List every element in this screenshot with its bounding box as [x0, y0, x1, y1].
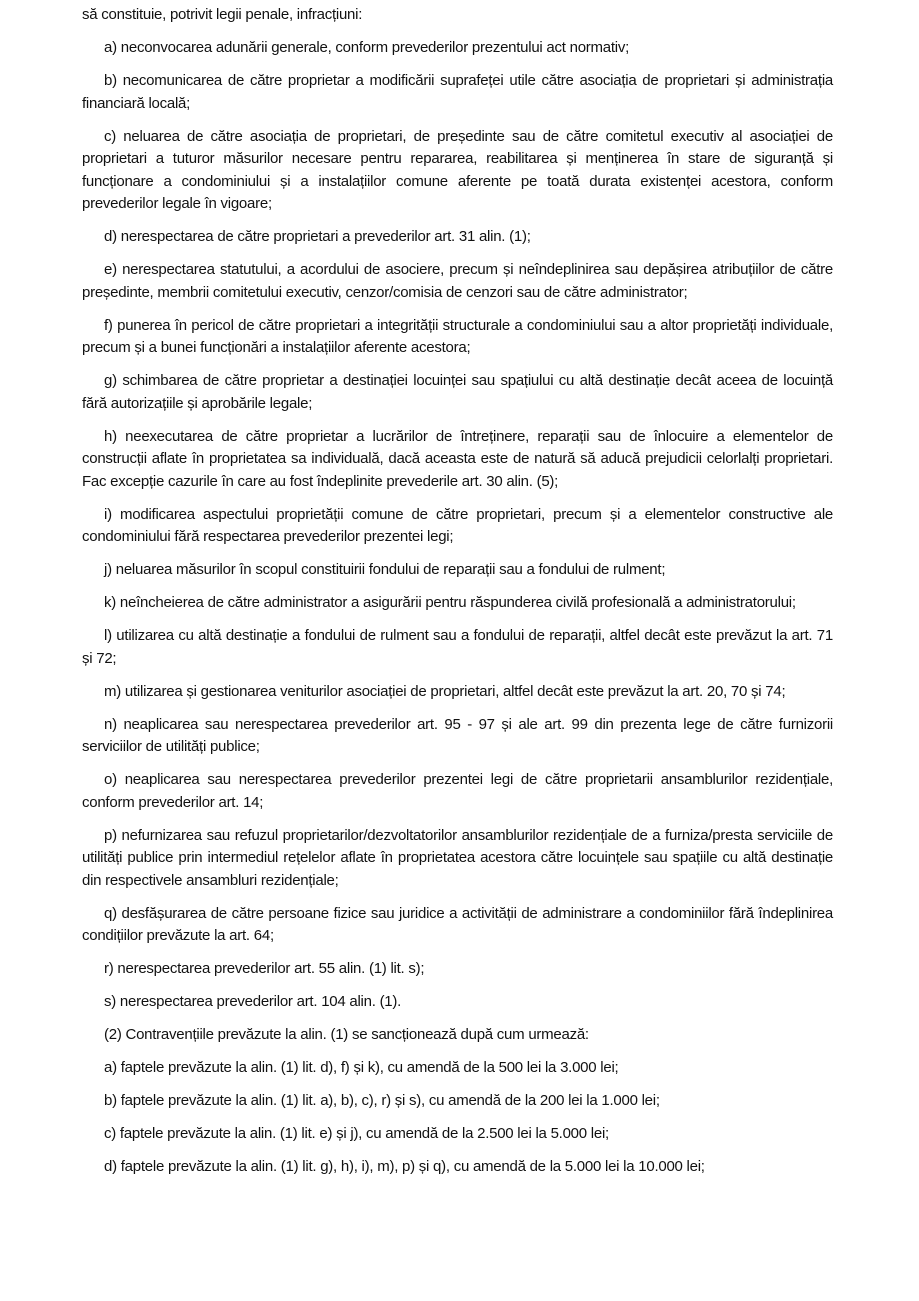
paragraph: d) nerespectarea de către proprietari a prevederilor art. 31 alin. (1);	[104, 228, 531, 245]
paragraph: l) utilizarea cu altă destinație a fondului de rulment sau a fondului de reparații, altfel decât este prevăzut la art. 71 și 72;	[82, 627, 833, 667]
paragraph: e) nerespectarea statutului, a acordului de asociere, precum și neîndeplinirea sau depășirea atribuțiilor de către președinte, membrii comitetului executiv, cenzor/comisia de cenzori sau de către administrator;	[82, 261, 833, 301]
document-page	[82, 4, 833, 1189]
paragraph: b) necomunicarea de către proprietar a modificării suprafeței utile către asociația de proprietari și administrația financiară locală;	[82, 72, 833, 112]
paragraph: să constituie, potrivit legii penale, infracțiuni:	[82, 6, 363, 23]
paragraph: (2) Contravențiile prevăzute la alin. (1) se sancționează după cum urmează:	[104, 1026, 589, 1043]
paragraph: n) neaplicarea sau nerespectarea prevederilor art. 95 - 97 și ale art. 99 din prezenta lege de către furnizorii serviciilor de utilități publice;	[82, 715, 833, 755]
paragraph: k) neîncheierea de către administrator a asigurării pentru răspunderea civilă profesională a administratorului;	[104, 594, 796, 611]
paragraph: d) faptele prevăzute la alin. (1) lit. g), h), i), m), p) și q), cu amendă de la 5.000 lei la 10.000 lei;	[104, 1158, 705, 1175]
paragraph: a) neconvocarea adunării generale, conform prevederilor prezentului act normativ;	[104, 39, 630, 56]
paragraph: c) neluarea de către asociația de proprietari, de președinte sau de către comitetul executiv al asociației de proprietari a tuturor măsurilor necesare pentru repararea, reabilitarea și menținerea în stare de siguranță și funcționare a condominiului și a instalațiilor comune aferente pe toată durata existenței acestora, conform prevederilor legale în vigoare;	[82, 127, 833, 212]
paragraph: s) nerespectarea prevederilor art. 104 alin. (1).	[104, 993, 402, 1010]
paragraph: c) faptele prevăzute la alin. (1) lit. e) și j), cu amendă de la 2.500 lei la 5.000 lei;	[104, 1125, 609, 1142]
paragraph: o) neaplicarea sau nerespectarea prevederilor prezentei legi de către proprietarii ansamblurilor rezidențiale, conform prevederilor art. 14;	[82, 771, 833, 811]
paragraph: m) utilizarea și gestionarea veniturilor asociației de proprietari, altfel decât este prevăzut la art. 20, 70 și 74;	[104, 682, 786, 700]
paragraph: b) faptele prevăzute la alin. (1) lit. a), b), c), r) și s), cu amendă de la 200 lei la 1.000 lei;	[104, 1092, 660, 1109]
paragraph: h) neexecutarea de către proprietar a lucrărilor de întreținere, reparații sau de înlocuire a elementelor de construcții aflate în proprietatea sa individuală, dacă aceasta este de natură să aducă prejudicii celorlalți proprietari. Fac excepție cazurile în care au fost îndeplinite prevederile art. 30 alin. (5);	[82, 427, 833, 490]
paragraph: i) modificarea aspectului proprietății comune de către proprietari, precum și a elementelor constructive ale condominiului fără respectarea prevederilor prezentei legi;	[82, 505, 833, 545]
paragraph: f) punerea în pericol de către proprietari a integrității structurale a condominiului sau a altor proprietăți individuale, precum și a bunei funcționări a instalațiilor aferente acestora;	[82, 316, 833, 356]
paragraph: j) neluarea măsurilor în scopul constituirii fondului de reparații sau a fondului de rulment;	[104, 561, 666, 578]
paragraph: q) desfășurarea de către persoane fizice sau juridice a activității de administrare a condominiilor fără îndeplinirea condițiilor prevăzute la art. 64;	[82, 904, 833, 944]
paragraph: g) schimbarea de către proprietar a destinației locuinței sau spațiului cu altă destinație decât aceea de locuință fără autorizațiile și aprobările legale;	[82, 372, 833, 412]
paragraph: p) nefurnizarea sau refuzul proprietarilor/dezvoltatorilor ansamblurilor rezidențiale de a furniza/presta serviciile de utilități publice prin intermediul rețelelor aflate în proprietatea acestora către locuințele sau spațiile cu altă destinație din respectivele ansambluri rezidențiale;	[82, 826, 833, 889]
paragraph: a) faptele prevăzute la alin. (1) lit. d), f) și k), cu amendă de la 500 lei la 3.000 lei;	[104, 1059, 619, 1076]
paragraph: r) nerespectarea prevederilor art. 55 alin. (1) lit. s);	[104, 960, 425, 977]
